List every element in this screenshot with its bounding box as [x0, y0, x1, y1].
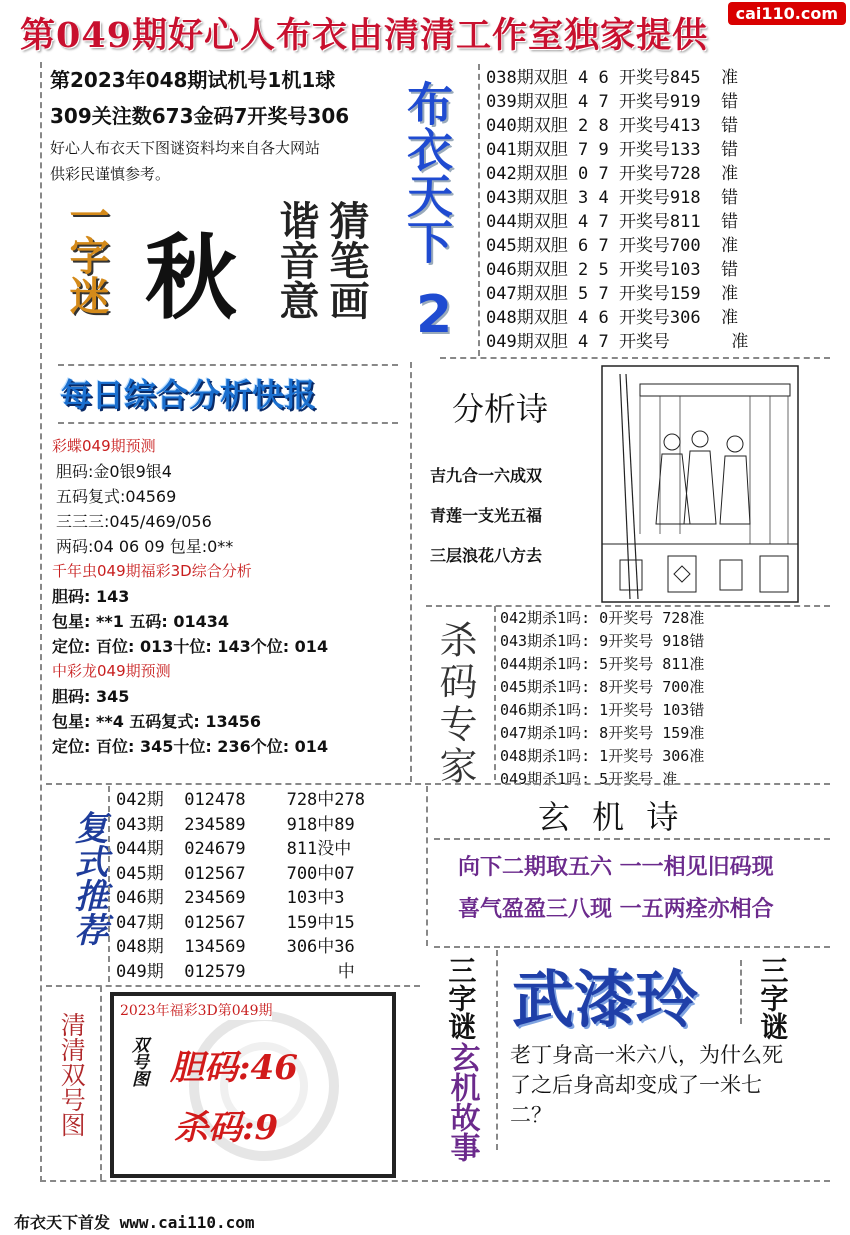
figures-illustration [600, 364, 800, 604]
history-divider [478, 64, 480, 356]
intro-line-2: 309关注数673金码7开奖号306 [50, 104, 350, 128]
riddle-hint-2: 谐音意 [273, 200, 320, 320]
fushi-row: 046期 234569 103中3 [116, 888, 345, 908]
poem-line: 青莲一支光五福 [430, 506, 543, 525]
story-text: 老丁身高一米六八，为什么死了之后身高却变成了一米七二？ [510, 1043, 783, 1127]
prediction-line: 包星: **1 五码: 01434 [52, 612, 230, 631]
banner-bottom-line [58, 422, 398, 424]
xuanji-line-1: 向下二期取五六 一一相见旧码现 [458, 855, 774, 880]
history-row: 043期双胆 3 4 开奖号918 错 [486, 188, 739, 208]
double-card-side: 双号图 [128, 1036, 148, 1087]
riddle3-answer: 武漆玲 [512, 963, 699, 1036]
kill-row: 042期杀1吗: 0开奖号 728准 [500, 609, 705, 627]
history-row: 042期双胆 0 7 开奖号728 准 [486, 164, 739, 184]
history-row: 044期双胆 4 7 开奖号811 错 [486, 212, 739, 232]
fushi-label: 复式推荐 [68, 810, 108, 946]
bottom-border [40, 1180, 830, 1182]
double-dan-code: 胆码:46 [170, 1048, 298, 1088]
double-card-title: 2023年福彩3D第049期 [120, 1000, 272, 1020]
kill-divider [494, 606, 496, 780]
prediction-line: 五码复式:04569 [56, 487, 177, 506]
xuanji-line-2: 喜气盈盈三八现 一五两痊亦相合 [458, 897, 774, 922]
site-badge[interactable]: cai110.com [728, 2, 846, 25]
riddle-vertical-label: 一字迷 [63, 195, 110, 315]
prediction-line: 定位: 百位: 013十位: 143个位: 014 [52, 637, 329, 656]
intro-note-2: 供彩民谨慎参考。 [50, 165, 171, 183]
history-row: 041期双胆 7 9 开奖号133 错 [486, 140, 739, 160]
history-row: 046期双胆 2 5 开奖号103 错 [486, 260, 739, 280]
double-sha-code: 杀码:9 [174, 1108, 279, 1148]
fushi-divider [108, 786, 110, 982]
daily-banner: 每日综合分析快报 [60, 376, 317, 414]
riddle3-right-divider [740, 960, 742, 1024]
footer-text[interactable]: 布衣天下首发 www.cai110.com [14, 1213, 255, 1232]
history-row: 039期双胆 4 7 开奖号919 错 [486, 92, 739, 112]
xuanji-title: 玄 机 诗 [538, 798, 685, 836]
page-title: 第049期好心人布衣由清清工作室独家提供 [20, 15, 709, 56]
history-row: 040期双胆 2 8 开奖号413 错 [486, 116, 739, 136]
prediction-line: 定位: 百位: 345十位: 236个位: 014 [52, 737, 329, 756]
intro-note-1: 好心人布衣天下图谜资料均来自各大网站 [50, 139, 321, 157]
kill-row: 046期杀1吗: 1开奖号 103错 [500, 701, 705, 719]
history-row: 045期双胆 6 7 开奖号700 准 [486, 236, 739, 256]
kill-row: 049期杀1吗: 5开奖号 准 [500, 770, 678, 788]
prediction-block [52, 434, 328, 759]
prediction-line: 胆码:金0银9银4 [56, 462, 172, 481]
fushi-row: 043期 234589 918中89 [116, 814, 355, 835]
double-label: 清清双号图 [57, 1012, 87, 1137]
kill-row: 044期杀1吗: 5开奖号 811准 [500, 655, 705, 673]
section-title: 中彩龙049期预测 [52, 662, 171, 680]
story-label: 玄机故事 [444, 1042, 480, 1162]
riddle3-left-label: 三字谜 [444, 956, 478, 1040]
riddle3-right-label: 三字谜 [756, 956, 790, 1040]
banner-top-line [58, 364, 398, 366]
history-list [486, 66, 748, 354]
riddle3-divider [496, 950, 498, 1150]
riddle-hint-1: 猜笔画 [323, 200, 370, 320]
kill-row: 045期杀1吗: 8开奖号 700准 [500, 678, 705, 696]
history-row: 049期双胆 4 7 开奖号 准 [486, 332, 749, 352]
kill-label: 杀码专家 [433, 620, 477, 788]
xuanji-divider [434, 838, 830, 840]
prediction-line: 胆码: 345 [52, 687, 130, 706]
history-row: 047期双胆 5 7 开奖号159 准 [486, 284, 739, 304]
prediction-line: 胆码: 143 [52, 587, 130, 606]
section-title: 千年虫049期福彩3D综合分析 [52, 562, 252, 580]
fushi-row: 042期 012478 728中278 [116, 790, 365, 810]
fushi-row: 049期 012579 中 [116, 961, 355, 982]
xuanji-left-divider [426, 786, 428, 946]
kill-list [500, 607, 704, 791]
poem-line: 吉九合一六成双 [430, 466, 543, 485]
xuanji-bottom-divider [434, 946, 830, 948]
fushi-row: 048期 134569 306中36 [116, 937, 355, 957]
left-border [40, 62, 42, 1182]
kill-row: 048期杀1吗: 1开奖号 306准 [500, 747, 705, 765]
mid-horizontal-divider [46, 783, 830, 785]
prediction-line: 包星: **4 五码复式: 13456 [52, 712, 262, 731]
prediction-line: 两码:04 06 09 包星:0** [56, 537, 234, 556]
intro-line-1: 第2023年048期试机号1机1球 [50, 68, 336, 92]
brand-vertical: 布衣天下 [400, 80, 454, 264]
history-row: 038期双胆 4 6 开奖号845 准 [486, 68, 739, 88]
mid-divider [410, 362, 412, 782]
kill-row: 043期杀1吗: 9开奖号 918错 [500, 632, 705, 650]
poem-title: 分析诗 [452, 390, 549, 428]
fushi-table [116, 788, 365, 984]
poem-lines [430, 456, 542, 576]
history-row: 048期双胆 4 6 开奖号306 准 [486, 308, 739, 328]
section-title: 彩蝶049期预测 [52, 437, 156, 455]
brand-number: 2 [416, 285, 453, 345]
fushi-row: 044期 024679 811没中 [116, 839, 352, 859]
double-top-divider [46, 985, 420, 987]
riddle-main-char: 秋 [145, 224, 238, 332]
prediction-line: 三三三:045/469/056 [56, 512, 212, 531]
double-card [110, 992, 396, 1178]
poem-line: 三层浪花八方去 [430, 546, 543, 565]
kill-row: 047期杀1吗: 8开奖号 159准 [500, 724, 705, 742]
fushi-row: 047期 012567 159中15 [116, 912, 355, 933]
fushi-row: 045期 012567 700中07 [116, 863, 355, 884]
history-bottom-divider [440, 357, 830, 359]
double-divider [100, 986, 102, 1180]
